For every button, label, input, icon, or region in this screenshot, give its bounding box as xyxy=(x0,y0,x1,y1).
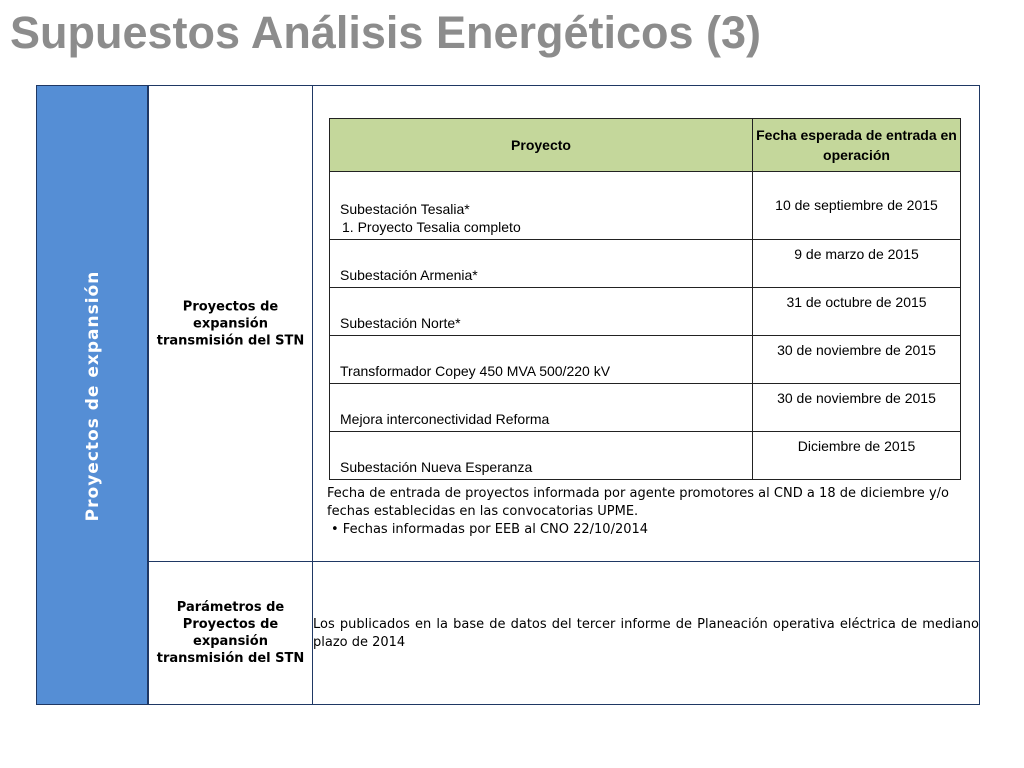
project-name: Subestación Armenia* xyxy=(330,240,753,288)
source-note xyxy=(327,485,949,539)
project-name: Subestación Nueva Esperanza xyxy=(330,432,753,480)
slide-title: Supuestos Análisis Energéticos (3) xyxy=(10,7,762,58)
project-sub-item: 1. Proyecto Tesalia completo xyxy=(342,219,521,235)
table-row xyxy=(330,172,961,240)
table-header-row xyxy=(330,119,961,172)
side-bar xyxy=(36,85,148,705)
table-row xyxy=(330,240,961,288)
header-project: Proyecto xyxy=(330,119,753,172)
header-date: Fecha esperada de entrada en operación xyxy=(753,119,961,172)
content-frame xyxy=(36,85,980,705)
project-date: 9 de marzo de 2015 xyxy=(753,240,961,288)
project-date: 10 de septiembre de 2015 xyxy=(753,172,961,240)
row-label-parameters: Parámetros de Proyectos de expansión transmisión del STN xyxy=(156,600,305,666)
table-row xyxy=(330,336,961,384)
table-row xyxy=(330,384,961,432)
parameters-text: Los publicados en la base de datos del tercer informe de Planeación operativa eléctrica de mediano plazo de 2014 xyxy=(313,617,979,650)
project-name: Subestación Norte* xyxy=(330,288,753,336)
project-date: 31 de octubre de 2015 xyxy=(753,288,961,336)
table-row xyxy=(330,432,961,480)
project-name: Mejora interconectividad Reforma xyxy=(330,384,753,432)
row-label-cell-parameters xyxy=(148,561,313,705)
source-note-bullet: • Fechas informadas por EEB al CNO 22/10/2014 xyxy=(331,522,649,537)
project-date: 30 de noviembre de 2015 xyxy=(753,336,961,384)
project-name-cell xyxy=(330,172,753,240)
project-name: Transformador Copey 450 MVA 500/220 kV xyxy=(330,336,753,384)
project-date: Diciembre de 2015 xyxy=(753,432,961,480)
source-note-text: Fecha de entrada de proyectos informada por agente promotores al CND a 18 de diciembre y/o fechas establecidas en las convocatorias UPME. xyxy=(327,486,949,519)
projects-table xyxy=(329,118,961,480)
project-date: 30 de noviembre de 2015 xyxy=(753,384,961,432)
table-row xyxy=(330,288,961,336)
projects-cell xyxy=(312,85,980,562)
parameters-cell xyxy=(312,561,980,705)
project-name: Subestación Tesalia* xyxy=(340,201,470,217)
row-label-cell-projects xyxy=(148,85,313,562)
side-bar-label: Proyectos de expansión xyxy=(83,270,103,522)
row-label-projects: Proyectos de expansión transmisión del STN xyxy=(156,299,305,348)
